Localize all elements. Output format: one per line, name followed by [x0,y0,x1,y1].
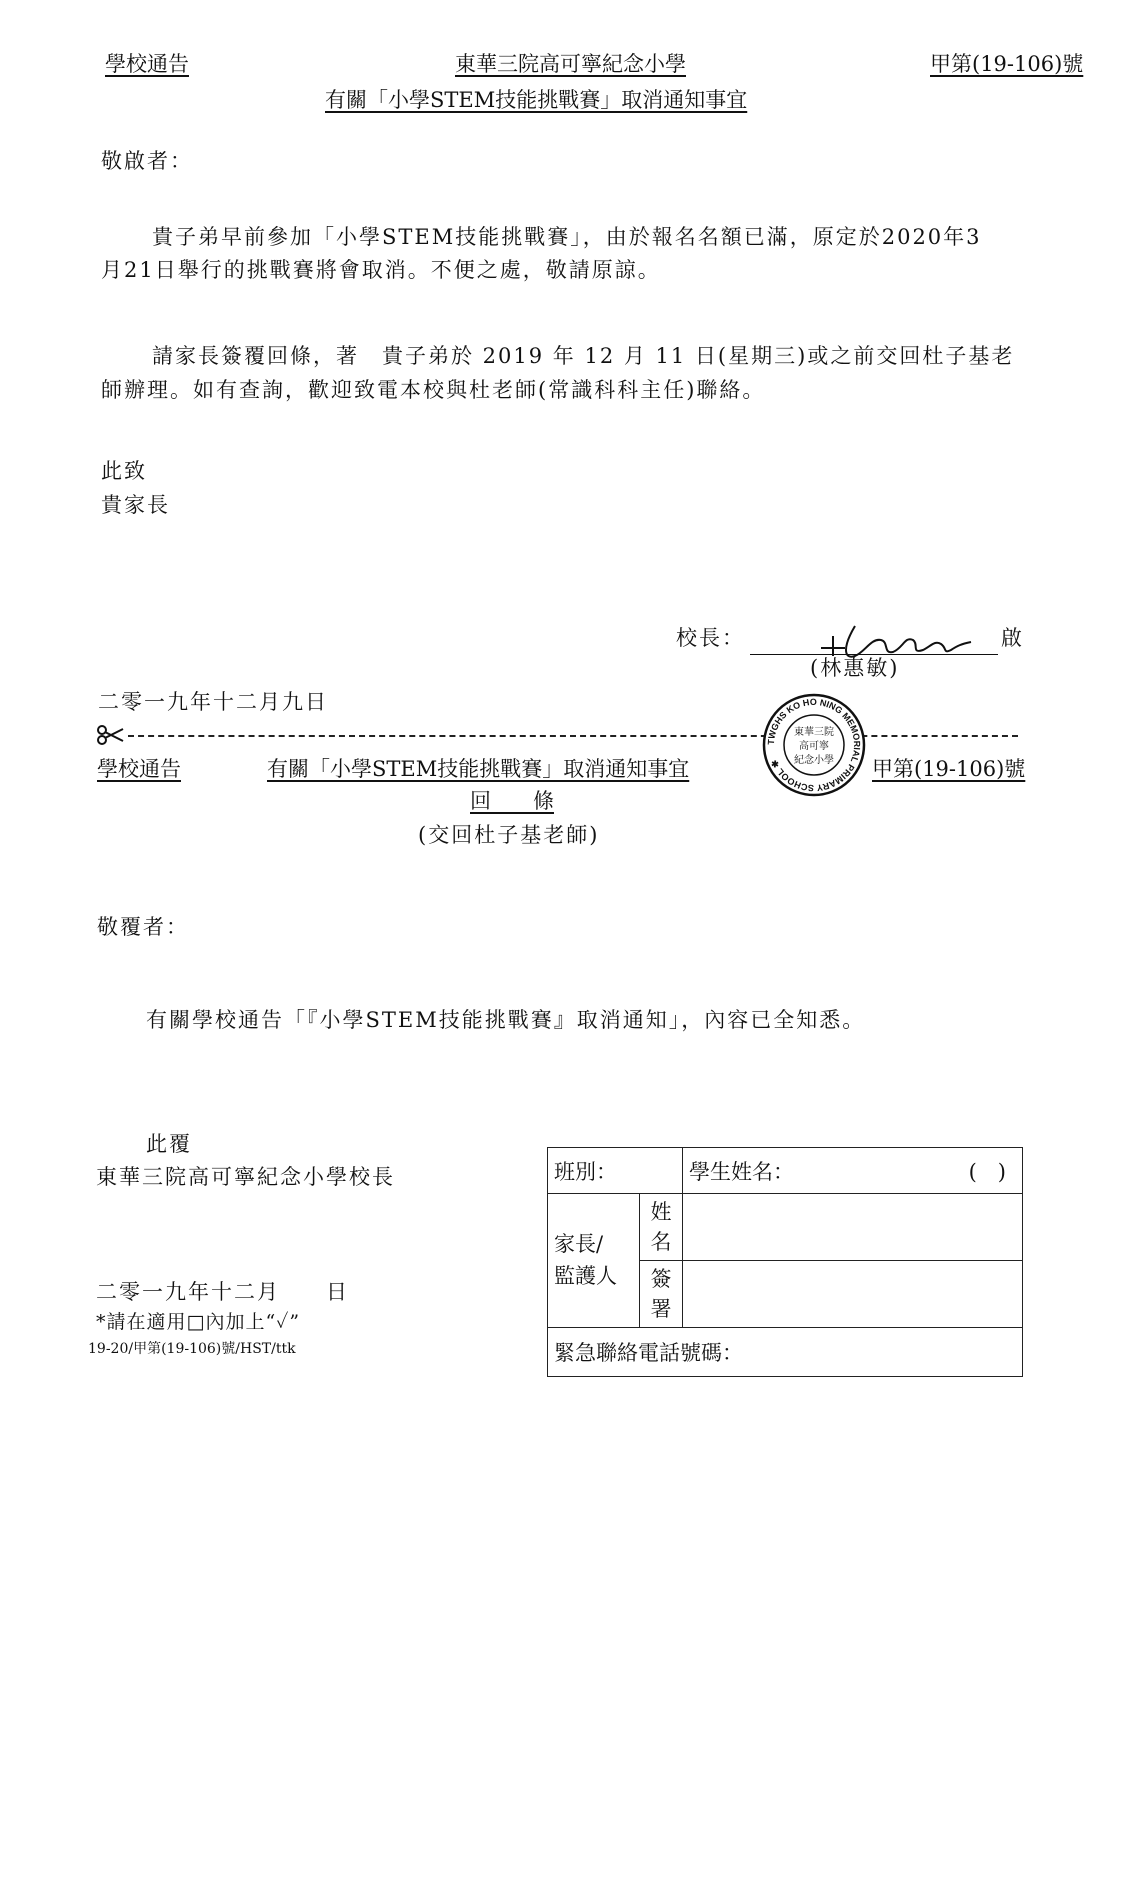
reply-salutation: 敬覆者： [97,915,189,939]
notice-type-label: 學校通告 [105,52,189,76]
name-char-2: 名 [650,1230,672,1254]
reply-form-table [547,1147,1023,1377]
reply-notice-type-label: 學校通告 [97,757,181,781]
reply-closing-line-2: 東華三院高可寧紀念小學校長 [96,1165,395,1189]
reply-ref: 甲第(19-106)號 [872,757,1026,781]
guardian-label-line-1: 家長/ [554,1232,604,1256]
principal-name: (林惠敏) [810,656,900,680]
reply-subject: 有關「小學STEM技能挑戰賽」取消通知事宜 [267,757,690,781]
salutation: 敬啟者： [101,149,193,173]
emergency-phone-label: 緊急聯絡電話號碼： [554,1341,743,1365]
reply-footer-ref: 19-20/甲第(19-106)號/HST/ttk [88,1341,296,1357]
student-name-label: 學生姓名： [689,1159,794,1184]
signature-label-cell [640,1261,683,1328]
notice-ref: 甲第(19-106)號 [930,52,1084,76]
class-label: 班別： [554,1159,617,1184]
svg-text:紀念小學: 紀念小學 [794,755,834,766]
sign-char-2: 署 [650,1297,672,1321]
reply-return-to: (交回杜子基老師) [418,823,600,847]
name-label-cell [640,1194,683,1261]
svg-text:高可寧: 高可寧 [799,741,829,752]
principal-label: 校長： [676,626,745,650]
guardian-label-cell [548,1194,640,1328]
cut-line [128,735,1018,737]
paragraph-1-line-2: 月21日舉行的挑戰賽將會取消。不便之處，敬請原諒。 [101,258,661,282]
notice-date: 二零一九年十二月九日 [98,690,328,714]
scissors-icon [97,725,125,750]
closing-line-2: 貴家長 [101,493,170,517]
notice-subject: 有關「小學STEM技能挑戰賽」取消通知事宜 [325,88,748,112]
student-name-field[interactable] [683,1148,1023,1194]
guardian-label-line-2: 監護人 [554,1263,617,1288]
sign-char-1: 簽 [650,1266,672,1291]
svg-text:東華三院: 東華三院 [794,727,834,738]
reply-acknowledgement: 有關學校通告「『小學STEM技能挑戰賽』取消通知」，內容已全知悉。 [146,1008,866,1032]
closing-line-1: 此致 [101,459,147,483]
reply-title: 回 條 [470,789,554,813]
guardian-name-field[interactable] [683,1194,1023,1261]
school-name: 東華三院高可寧紀念小學 [455,52,686,76]
reply-date: 二零一九年十二月 日 [96,1280,349,1304]
paragraph-2-line-2: 師辦理。如有查詢，歡迎致電本校與杜老師(常識科科主任)聯絡。 [101,378,766,402]
reply-note: *請在適用□內加上“✓” [96,1311,301,1333]
guardian-signature-field[interactable] [683,1261,1023,1328]
school-seal [762,693,866,797]
paragraph-2-line-1: 請家長簽覆回條，著 貴子弟於 2019 年 12 月 11 日(星期三)或之前交回杜子基老 [152,344,1015,368]
svg-text:TWGHS KO HO NING MEMORIAL PRIM: TWGHS KO HO NING MEMORIAL PRIMARY SCHOOL ✱ [765,696,863,794]
reply-closing-line-1: 此覆 [146,1132,192,1156]
emergency-phone-field[interactable] [548,1328,1023,1377]
class-field[interactable] [548,1148,683,1194]
paragraph-1-line-1: 貴子弟早前參加「小學STEM技能挑戰賽」，由於報名名額已滿，原定於2020年3 [152,225,982,249]
principal-closing: 啟 [1001,626,1022,650]
name-char-1: 姓 [650,1199,672,1224]
student-number-brackets: ( ) [968,1159,1006,1184]
